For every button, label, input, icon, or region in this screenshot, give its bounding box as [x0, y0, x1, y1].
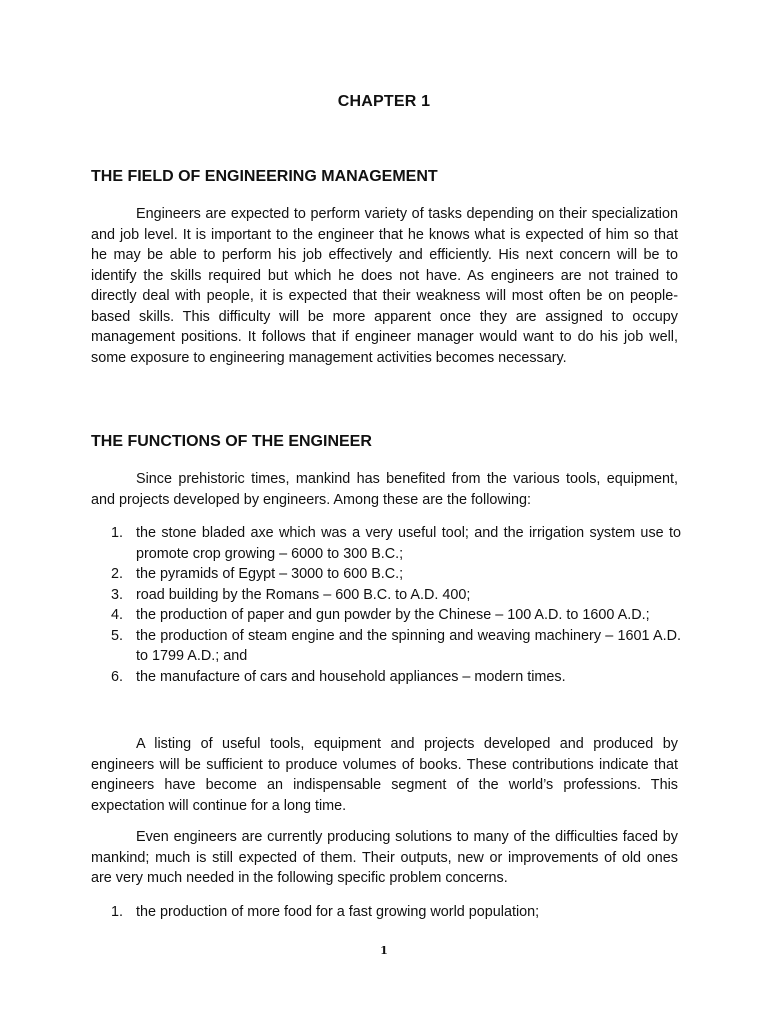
list-item: 2. the pyramids of Egypt – 3000 to 600 B.C.; [111, 566, 404, 582]
list-item: 1. the stone bladed axe which was a very useful tool; and the irrigation system use to promote crop growing – 6000 to 300 B.C.; [111, 525, 681, 562]
list-item: 1. the production of more food for a fast growing world population; [111, 904, 540, 920]
section-heading-functions: THE FUNCTIONS OF THE ENGINEER [91, 433, 372, 450]
paragraph-functions-intro: Since prehistoric times, mankind has benefited from the various tools, equipment, and projects developed by engineers. Among these are the following: [91, 471, 678, 508]
history-list [91, 523, 681, 687]
concerns-list [91, 902, 681, 923]
chapter-title: CHAPTER 1 [337, 93, 431, 110]
list-item: 5. the production of steam engine and the spinning and weaving machinery – 1601 A.D. to 1799 A.D.; and [111, 627, 681, 664]
paragraph-listing: A listing of useful tools, equipment and projects developed and produced by engineers will be sufficient to produce volumes of books. These contributions indicate that engineers have become an indispensable segment of the world’s professions. This expectation will continue for a long time. [91, 736, 678, 814]
page-number: 1 [380, 944, 388, 957]
paragraph-field-intro: Engineers are expected to perform variety of tasks depending on their specialization and job level. It is important to the engineer that he knows what is expected of him so that he may be able to perform his job effectively and efficiently. His next concern will be to identify the skills required but which he does not have. As engineers are not trained to directly deal with people, it is expected that their weakness will most often be on people-based skills. This difficulty will be more apparent once they are assigned to occupy management positions. It follows that if engineer manager would want to do his job well, some exposure to engineering management activities becomes necessary. [91, 206, 678, 366]
list-item: 3. road building by the Romans – 600 B.C. to A.D. 400; [111, 586, 471, 603]
list-item: 6. the manufacture of cars and household appliances – modern times. [111, 668, 566, 685]
paragraph-even-engineers: Even engineers are currently producing solutions to many of the difficulties faced by mankind; much is still expected of them. Their outputs, new or improvements of old ones are very much needed in the following specific problem concerns. [91, 829, 678, 886]
list-item: 4. the production of paper and gun powder by the Chinese – 100 A.D. to 1600 A.D.; [111, 607, 650, 623]
section-heading-field: THE FIELD OF ENGINEERING MANAGEMENT [91, 168, 438, 185]
